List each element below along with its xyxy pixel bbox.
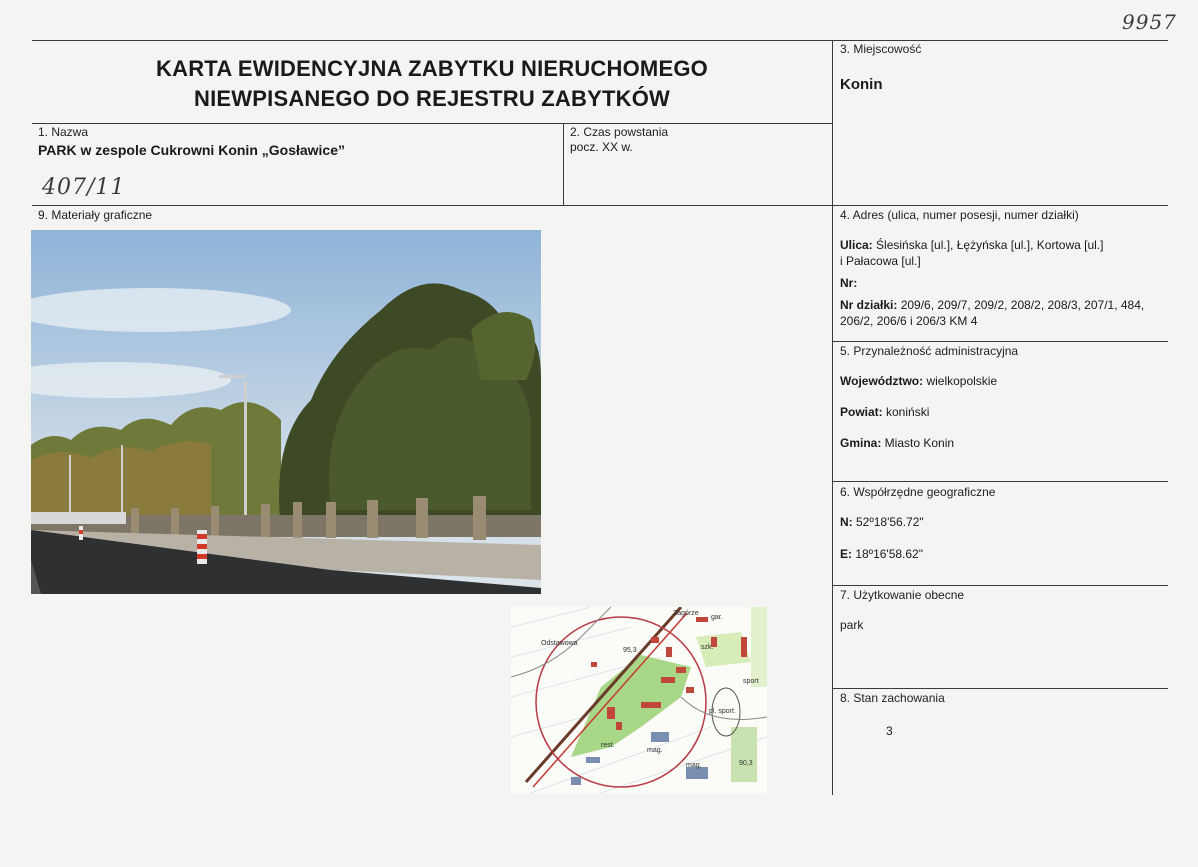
date-label: 2. Czas powstania — [570, 125, 669, 139]
map-label-height-2: 90,3 — [739, 760, 753, 767]
county-row — [840, 405, 929, 419]
plots-label: Nr działki: — [840, 298, 898, 312]
map-label-rest: rest. — [601, 742, 615, 749]
place-label: 3. Miejscowość — [840, 42, 922, 56]
commune-value: Miasto Konin — [881, 436, 955, 450]
condition-value: 3 — [886, 724, 893, 738]
card-title — [32, 54, 832, 114]
map-label-pl-sport: pl. sport. — [709, 708, 736, 715]
north-label: N: — [840, 515, 853, 529]
sec7-bottom-line — [832, 688, 1168, 689]
column-divider — [832, 40, 833, 795]
title-bottom-line — [32, 123, 832, 124]
map-label-zagorze: Zagórze — [673, 610, 699, 617]
condition-label: 8. Stan zachowania — [840, 691, 945, 705]
east-value: 18º16'58.62" — [852, 547, 923, 561]
sec4-bottom-line — [832, 341, 1168, 342]
map-label-odstawowa: Odstawowa — [541, 640, 578, 647]
location-map-image — [511, 607, 767, 793]
voivodeship-row — [840, 374, 997, 388]
plots-value-line2: 206/2, 206/6 i 206/3 KM 4 — [840, 314, 978, 328]
street-value: Ślesińska [ul.], Łężyńska [ul.], Kortowa [ul.] — [872, 238, 1104, 252]
name-label: 1. Nazwa — [38, 125, 89, 139]
map-label-sport: sport — [743, 678, 759, 685]
row2-bottom-line — [32, 205, 1168, 206]
date-value: pocz. XX w. — [570, 140, 633, 154]
voivodeship-label: Województwo: — [840, 374, 924, 388]
commune-label: Gmina: — [840, 436, 882, 450]
park-photo-image — [31, 230, 541, 594]
archive-number: 9957 — [1122, 10, 1177, 34]
title-line-2: NIEWPISANEGO DO REJESTRU ZABYTKÓW — [194, 86, 670, 111]
north-row — [840, 515, 924, 529]
handwritten-reference: 407/11 — [42, 175, 126, 200]
plots-row — [840, 298, 1144, 312]
usage-label: 7. Użytkowanie obecne — [840, 588, 965, 602]
county-value: koniński — [882, 405, 930, 419]
admin-label: 5. Przynależność administracyjna — [840, 344, 1019, 358]
north-value: 52º18'56.72" — [852, 515, 924, 529]
title-line-1: KARTA EWIDENCYJNA ZABYTKU NIERUCHOMEGO — [156, 56, 708, 81]
east-row — [840, 547, 923, 561]
street-label: Ulica: — [840, 238, 873, 252]
address-label: 4. Adres (ulica, numer posesji, numer działki) — [840, 208, 1079, 222]
county-label: Powiat: — [840, 405, 883, 419]
map-label-szk: szk. — [701, 644, 714, 651]
map-label-height-1: 95,3 — [623, 647, 637, 654]
usage-value: park — [840, 618, 864, 632]
number-label: Nr: — [840, 276, 858, 290]
street-row — [840, 238, 1103, 252]
coords-label: 6. Współrzędne geograficzne — [840, 485, 996, 499]
voivodeship-value: wielkopolskie — [923, 374, 998, 388]
map-label-gar: gar. — [711, 614, 723, 621]
park-photo — [31, 230, 541, 594]
sec5-bottom-line — [832, 481, 1168, 482]
commune-row — [840, 436, 954, 450]
sec6-bottom-line — [832, 585, 1168, 586]
location-map — [511, 607, 767, 793]
plots-value: 209/6, 209/7, 209/2, 208/2, 208/3, 207/1, 484, — [897, 298, 1145, 312]
name-date-divider — [563, 123, 564, 205]
map-label-mag-1: mag. — [647, 747, 663, 754]
street-value-line2: i Pałacowa [ul.] — [840, 254, 921, 268]
map-label-mag-2: mag. — [686, 762, 702, 769]
place-value: Konin — [840, 76, 883, 93]
east-label: E: — [840, 547, 852, 561]
frame-top-line — [32, 40, 1168, 41]
graphics-label: 9. Materiały graficzne — [38, 208, 153, 222]
name-value: PARK w zespole Cukrowni Konin „Gosławice” — [38, 142, 346, 158]
